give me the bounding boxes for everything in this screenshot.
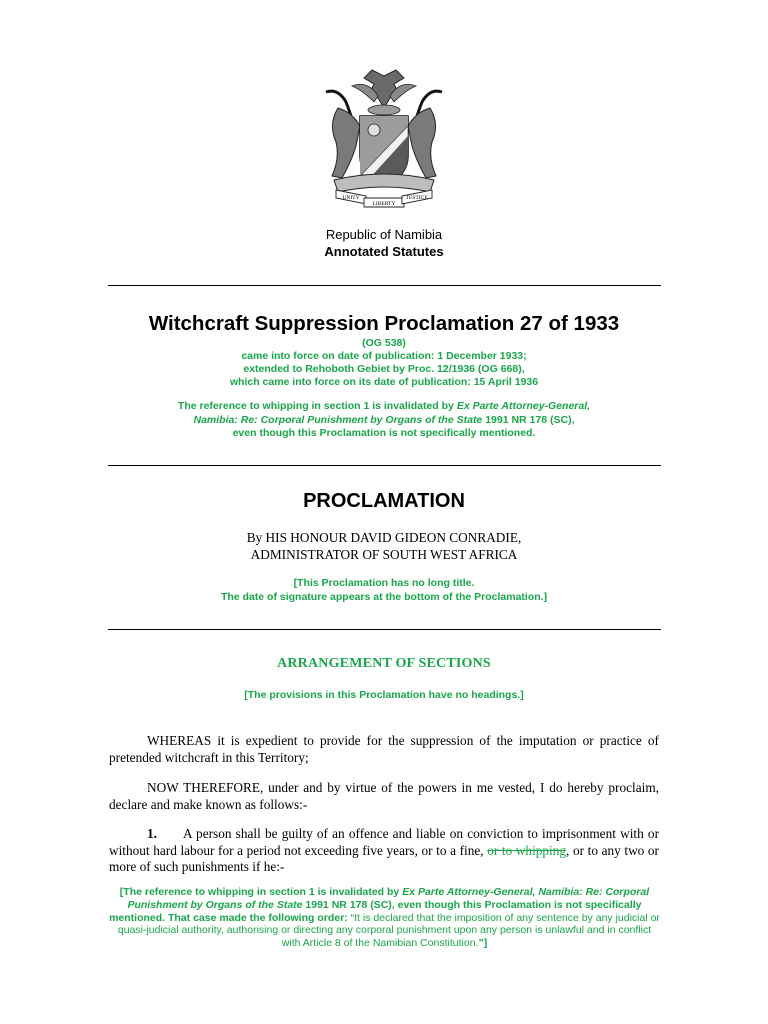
statute-title: Witchcraft Suppression Proclamation 27 of 1933	[148, 312, 620, 335]
coat-of-arms-icon	[312, 68, 456, 208]
divider	[108, 285, 661, 286]
meta-line: which came into force on its date of publication: 15 April 1936	[229, 376, 539, 388]
arrangement-heading: ARRANGEMENT OF SECTIONS	[277, 656, 491, 671]
annotated-statutes-label: Annotated Statutes	[324, 244, 444, 259]
section-number: 1.	[147, 826, 157, 841]
divider	[108, 629, 661, 630]
gazette-ref: (OG 538)	[362, 337, 406, 349]
note-text: [The reference to whipping in section 1 is invalidated by	[119, 886, 403, 898]
statute-metadata	[0, 337, 768, 389]
motto-unity: UNITY	[342, 195, 360, 201]
corporal-punishment-annotation	[108, 886, 661, 950]
note-text: 1991 NR 178 (SC), even though this Proclamation is not specifically mentioned. That case made the following order:	[109, 898, 642, 924]
note-text: The date of signature appears at the bottom of the Proclamation.]	[220, 590, 548, 603]
struck-text: or to whipping	[487, 842, 567, 858]
whereas-paragraph: WHEREAS it is expedient to provide for the suppression of the imputation or practice of pretended witchcraft in this Territory;	[109, 733, 659, 765]
now-therefore-paragraph: NOW THEREFORE, under and by virtue of the powers in me vested, I do hereby proclaim, declare and make known as follows:-	[109, 780, 659, 812]
court-order-quote: “It is declared that the imposition of any sentence by any judicial or quasi-judicial authority, authorising or directing any corporal punishment upon any person is unlawful and in conflict with Article 8 of the Namibian Constitution.	[117, 911, 660, 950]
republic-header	[0, 226, 768, 260]
byline-line: By HIS HONOUR DAVID GIDEON CONRADIE,	[246, 530, 522, 545]
whipping-annotation	[0, 400, 768, 441]
byline-line: ADMINISTRATOR OF SOUTH WEST AFRICA	[250, 546, 518, 562]
case-name: Ex Parte Attorney-General, Namibia: Re: Corporal Punishment by Organs of the State	[127, 886, 650, 911]
proclamation-byline	[0, 530, 768, 563]
motto-justice: JUSTICE	[406, 195, 428, 201]
section-text: , or to any two or more of such punishments if he:-	[109, 842, 659, 874]
divider	[108, 465, 661, 466]
section-text: A person shall be guilty of an offence and liable on conviction to imprisonment with or without hard labour for a period not exceeding five years, or to a fine,	[109, 826, 659, 858]
long-title-note	[0, 577, 768, 604]
meta-line: came into force on date of publication: 1 December 1933;	[241, 350, 527, 362]
motto-liberty: LIBERTY	[372, 201, 396, 207]
note-text: 1991 NR 178 (SC),	[482, 413, 575, 426]
republic-name: Republic of Namibia	[325, 227, 443, 242]
headings-note: [The provisions in this Proclamation have no headings.]	[244, 689, 524, 701]
note-text: The reference to whipping in section 1 is invalidated by	[177, 400, 457, 412]
note-text: even though this Proclamation is not specifically mentioned.	[232, 427, 536, 439]
proclamation-heading: PROCLAMATION	[303, 490, 465, 512]
case-name: Namibia: Re: Corporal Punishment by Organs of the State	[193, 413, 483, 426]
case-name: Ex Parte Attorney-General,	[456, 400, 591, 412]
note-text: ”]	[478, 937, 488, 950]
section-1	[109, 826, 659, 876]
meta-line: extended to Rehoboth Gebiet by Proc. 12/1936 (OG 668),	[243, 363, 525, 375]
note-text: [This Proclamation has no long title.	[293, 577, 475, 589]
